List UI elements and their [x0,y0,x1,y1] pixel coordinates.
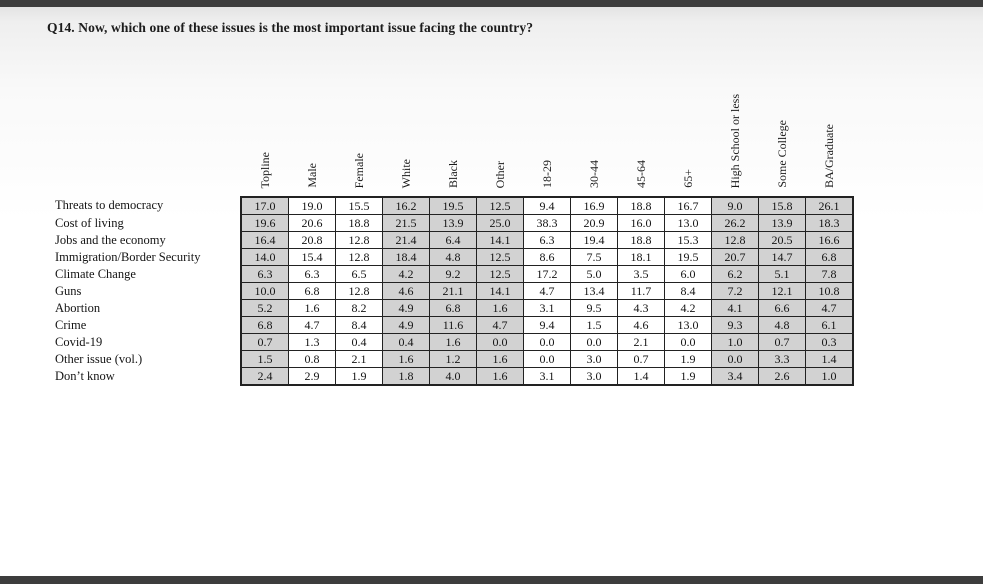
data-cell: 11.6 [430,317,477,334]
data-cell: 4.2 [383,266,430,283]
data-cell: 1.6 [477,368,524,386]
data-cell: 19.5 [430,197,477,215]
data-cell: 7.5 [571,249,618,266]
row-label: Abortion [55,300,101,315]
data-cell: 0.8 [289,351,336,368]
data-cell: 4.7 [806,300,854,317]
data-cell: 12.8 [336,283,383,300]
data-cell: 18.8 [336,215,383,232]
data-cell: 11.7 [618,283,665,300]
data-cell: 6.8 [430,300,477,317]
column-header-some-college [759,62,806,197]
crosstab-table-wrap [55,62,854,386]
data-cell: 1.6 [477,300,524,317]
data-cell: 12.8 [712,232,759,249]
column-header-label: Other [493,160,507,188]
data-cell: 14.1 [477,232,524,249]
data-cell: 20.7 [712,249,759,266]
data-cell: 0.0 [665,334,712,351]
column-header-label: 30-44 [587,160,601,188]
data-cell: 1.9 [665,351,712,368]
column-header-18-29 [524,62,571,197]
column-header-30-44 [571,62,618,197]
column-header-label: White [399,158,413,188]
data-cell: 16.6 [806,232,854,249]
data-cell: 12.1 [759,283,806,300]
top-frame-bar [0,0,983,7]
data-cell: 9.3 [712,317,759,334]
data-cell: 0.0 [477,334,524,351]
data-cell: 0.4 [336,334,383,351]
data-cell: 12.8 [336,232,383,249]
data-cell: 17.2 [524,266,571,283]
table-row [55,317,853,334]
data-cell: 19.0 [289,197,336,215]
data-cell: 0.0 [571,334,618,351]
data-cell: 15.8 [759,197,806,215]
data-cell: 1.4 [806,351,854,368]
column-header-topline [241,62,289,197]
data-cell: 10.0 [241,283,289,300]
data-cell: 8.4 [336,317,383,334]
data-cell: 5.0 [571,266,618,283]
column-header-label: Male [305,163,319,188]
data-cell: 15.4 [289,249,336,266]
data-cell: 13.0 [665,317,712,334]
data-cell: 3.1 [524,368,571,386]
data-cell: 12.8 [336,249,383,266]
data-cell: 14.0 [241,249,289,266]
data-cell: 4.6 [618,317,665,334]
data-cell: 14.7 [759,249,806,266]
column-header-label: 65+ [681,169,695,188]
column-header-label: Female [352,152,366,188]
table-row [55,368,853,386]
row-label: Threats to democracy [55,198,164,213]
data-cell: 4.0 [430,368,477,386]
data-cell: 38.3 [524,215,571,232]
column-header-white [383,62,430,197]
data-cell: 6.5 [336,266,383,283]
data-cell: 3.5 [618,266,665,283]
data-cell: 4.7 [524,283,571,300]
data-cell: 0.7 [618,351,665,368]
data-cell: 4.1 [712,300,759,317]
data-cell: 16.4 [241,232,289,249]
data-cell: 3.1 [524,300,571,317]
data-cell: 1.0 [806,368,854,386]
data-cell: 6.3 [524,232,571,249]
row-label: Crime [55,317,87,332]
data-cell: 1.9 [665,368,712,386]
data-cell: 19.4 [571,232,618,249]
column-header-label: Some College [775,120,789,188]
data-cell: 12.5 [477,197,524,215]
data-cell: 4.8 [430,249,477,266]
data-cell: 16.7 [665,197,712,215]
data-cell: 1.6 [430,334,477,351]
data-cell: 10.8 [806,283,854,300]
data-cell: 4.7 [289,317,336,334]
data-cell: 3.3 [759,351,806,368]
data-cell: 1.5 [571,317,618,334]
data-cell: 4.2 [665,300,712,317]
data-cell: 4.6 [383,283,430,300]
table-row [55,351,853,368]
table-row [55,249,853,266]
column-header-label: BA/Graduate [822,124,837,188]
column-header-label: Black [446,160,460,188]
data-cell: 18.3 [806,215,854,232]
corner-spacer [55,62,241,197]
table-row [55,300,853,317]
data-cell: 6.6 [759,300,806,317]
data-cell: 6.3 [241,266,289,283]
data-cell: 4.3 [618,300,665,317]
data-cell: 2.4 [241,368,289,386]
column-header-high-school-or-less [712,62,759,197]
data-cell: 4.9 [383,300,430,317]
data-cell: 0.7 [241,334,289,351]
data-cell: 20.5 [759,232,806,249]
data-cell: 16.2 [383,197,430,215]
data-cell: 15.5 [336,197,383,215]
data-cell: 2.6 [759,368,806,386]
column-header-female [336,62,383,197]
data-cell: 1.6 [289,300,336,317]
column-header-male [289,62,336,197]
row-label: Guns [55,283,82,298]
data-cell: 7.2 [712,283,759,300]
data-cell: 1.0 [712,334,759,351]
data-cell: 12.5 [477,266,524,283]
data-cell: 18.8 [618,197,665,215]
data-cell: 9.5 [571,300,618,317]
data-cell: 4.9 [383,317,430,334]
row-label: Don’t know [55,368,115,383]
data-cell: 15.3 [665,232,712,249]
data-cell: 6.8 [289,283,336,300]
data-cell: 1.6 [477,351,524,368]
table-row [55,266,853,283]
data-cell: 25.0 [477,215,524,232]
row-label: Covid-19 [55,334,103,349]
data-cell: 2.1 [618,334,665,351]
crosstab-header [55,62,853,197]
data-cell: 8.4 [665,283,712,300]
row-label: Other issue (vol.) [55,351,143,366]
data-cell: 17.0 [241,197,289,215]
data-cell: 0.3 [806,334,854,351]
data-cell: 21.4 [383,232,430,249]
table-row [55,215,853,232]
data-cell: 16.0 [618,215,665,232]
column-header-45-64 [618,62,665,197]
data-cell: 1.5 [241,351,289,368]
column-header-label: Topline [257,151,272,188]
data-cell: 19.6 [241,215,289,232]
data-cell: 9.2 [430,266,477,283]
table-row [55,197,853,215]
data-cell: 18.8 [618,232,665,249]
data-cell: 12.5 [477,249,524,266]
column-header-black [430,62,477,197]
data-cell: 1.3 [289,334,336,351]
data-cell: 3.0 [571,368,618,386]
column-header-label: High School or less [728,93,742,188]
table-row [55,232,853,249]
data-cell: 18.1 [618,249,665,266]
data-cell: 20.6 [289,215,336,232]
row-label: Cost of living [55,215,124,230]
data-cell: 6.3 [289,266,336,283]
data-cell: 20.9 [571,215,618,232]
data-cell: 21.5 [383,215,430,232]
row-label: Immigration/Border Security [55,249,201,264]
data-cell: 0.0 [524,334,571,351]
data-cell: 6.2 [712,266,759,283]
data-cell: 2.1 [336,351,383,368]
data-cell: 14.1 [477,283,524,300]
data-cell: 20.8 [289,232,336,249]
data-cell: 7.8 [806,266,854,283]
data-cell: 8.6 [524,249,571,266]
data-cell: 1.9 [336,368,383,386]
data-cell: 6.0 [665,266,712,283]
row-label: Climate Change [55,266,136,281]
data-cell: 4.8 [759,317,806,334]
data-cell: 18.4 [383,249,430,266]
column-header-label: 45-64 [634,160,648,188]
data-cell: 2.9 [289,368,336,386]
data-cell: 8.2 [336,300,383,317]
data-cell: 5.2 [241,300,289,317]
data-cell: 13.0 [665,215,712,232]
data-cell: 13.4 [571,283,618,300]
data-cell: 13.9 [759,215,806,232]
data-cell: 1.6 [383,351,430,368]
data-cell: 26.1 [806,197,854,215]
data-cell: 1.4 [618,368,665,386]
crosstab-table [55,62,854,386]
data-cell: 21.1 [430,283,477,300]
column-header-65- [665,62,712,197]
data-cell: 9.4 [524,197,571,215]
data-cell: 0.0 [712,351,759,368]
data-cell: 0.7 [759,334,806,351]
column-header-other [477,62,524,197]
data-cell: 6.8 [241,317,289,334]
table-row [55,283,853,300]
data-cell: 13.9 [430,215,477,232]
data-cell: 6.1 [806,317,854,334]
data-cell: 3.4 [712,368,759,386]
data-cell: 1.8 [383,368,430,386]
data-cell: 9.0 [712,197,759,215]
data-cell: 1.2 [430,351,477,368]
data-cell: 6.8 [806,249,854,266]
data-cell: 4.7 [477,317,524,334]
row-label: Jobs and the economy [55,232,166,247]
bottom-frame-bar [0,576,983,584]
column-header-ba-graduate [806,62,854,197]
question-title: Q14. Now, which one of these issues is the most important issue facing the country? [47,20,534,35]
table-row [55,334,853,351]
data-cell: 26.2 [712,215,759,232]
data-cell: 0.0 [524,351,571,368]
column-header-label: 18-29 [540,160,554,188]
data-cell: 9.4 [524,317,571,334]
data-cell: 19.5 [665,249,712,266]
data-cell: 3.0 [571,351,618,368]
data-cell: 16.9 [571,197,618,215]
data-cell: 6.4 [430,232,477,249]
data-cell: 5.1 [759,266,806,283]
data-cell: 0.4 [383,334,430,351]
